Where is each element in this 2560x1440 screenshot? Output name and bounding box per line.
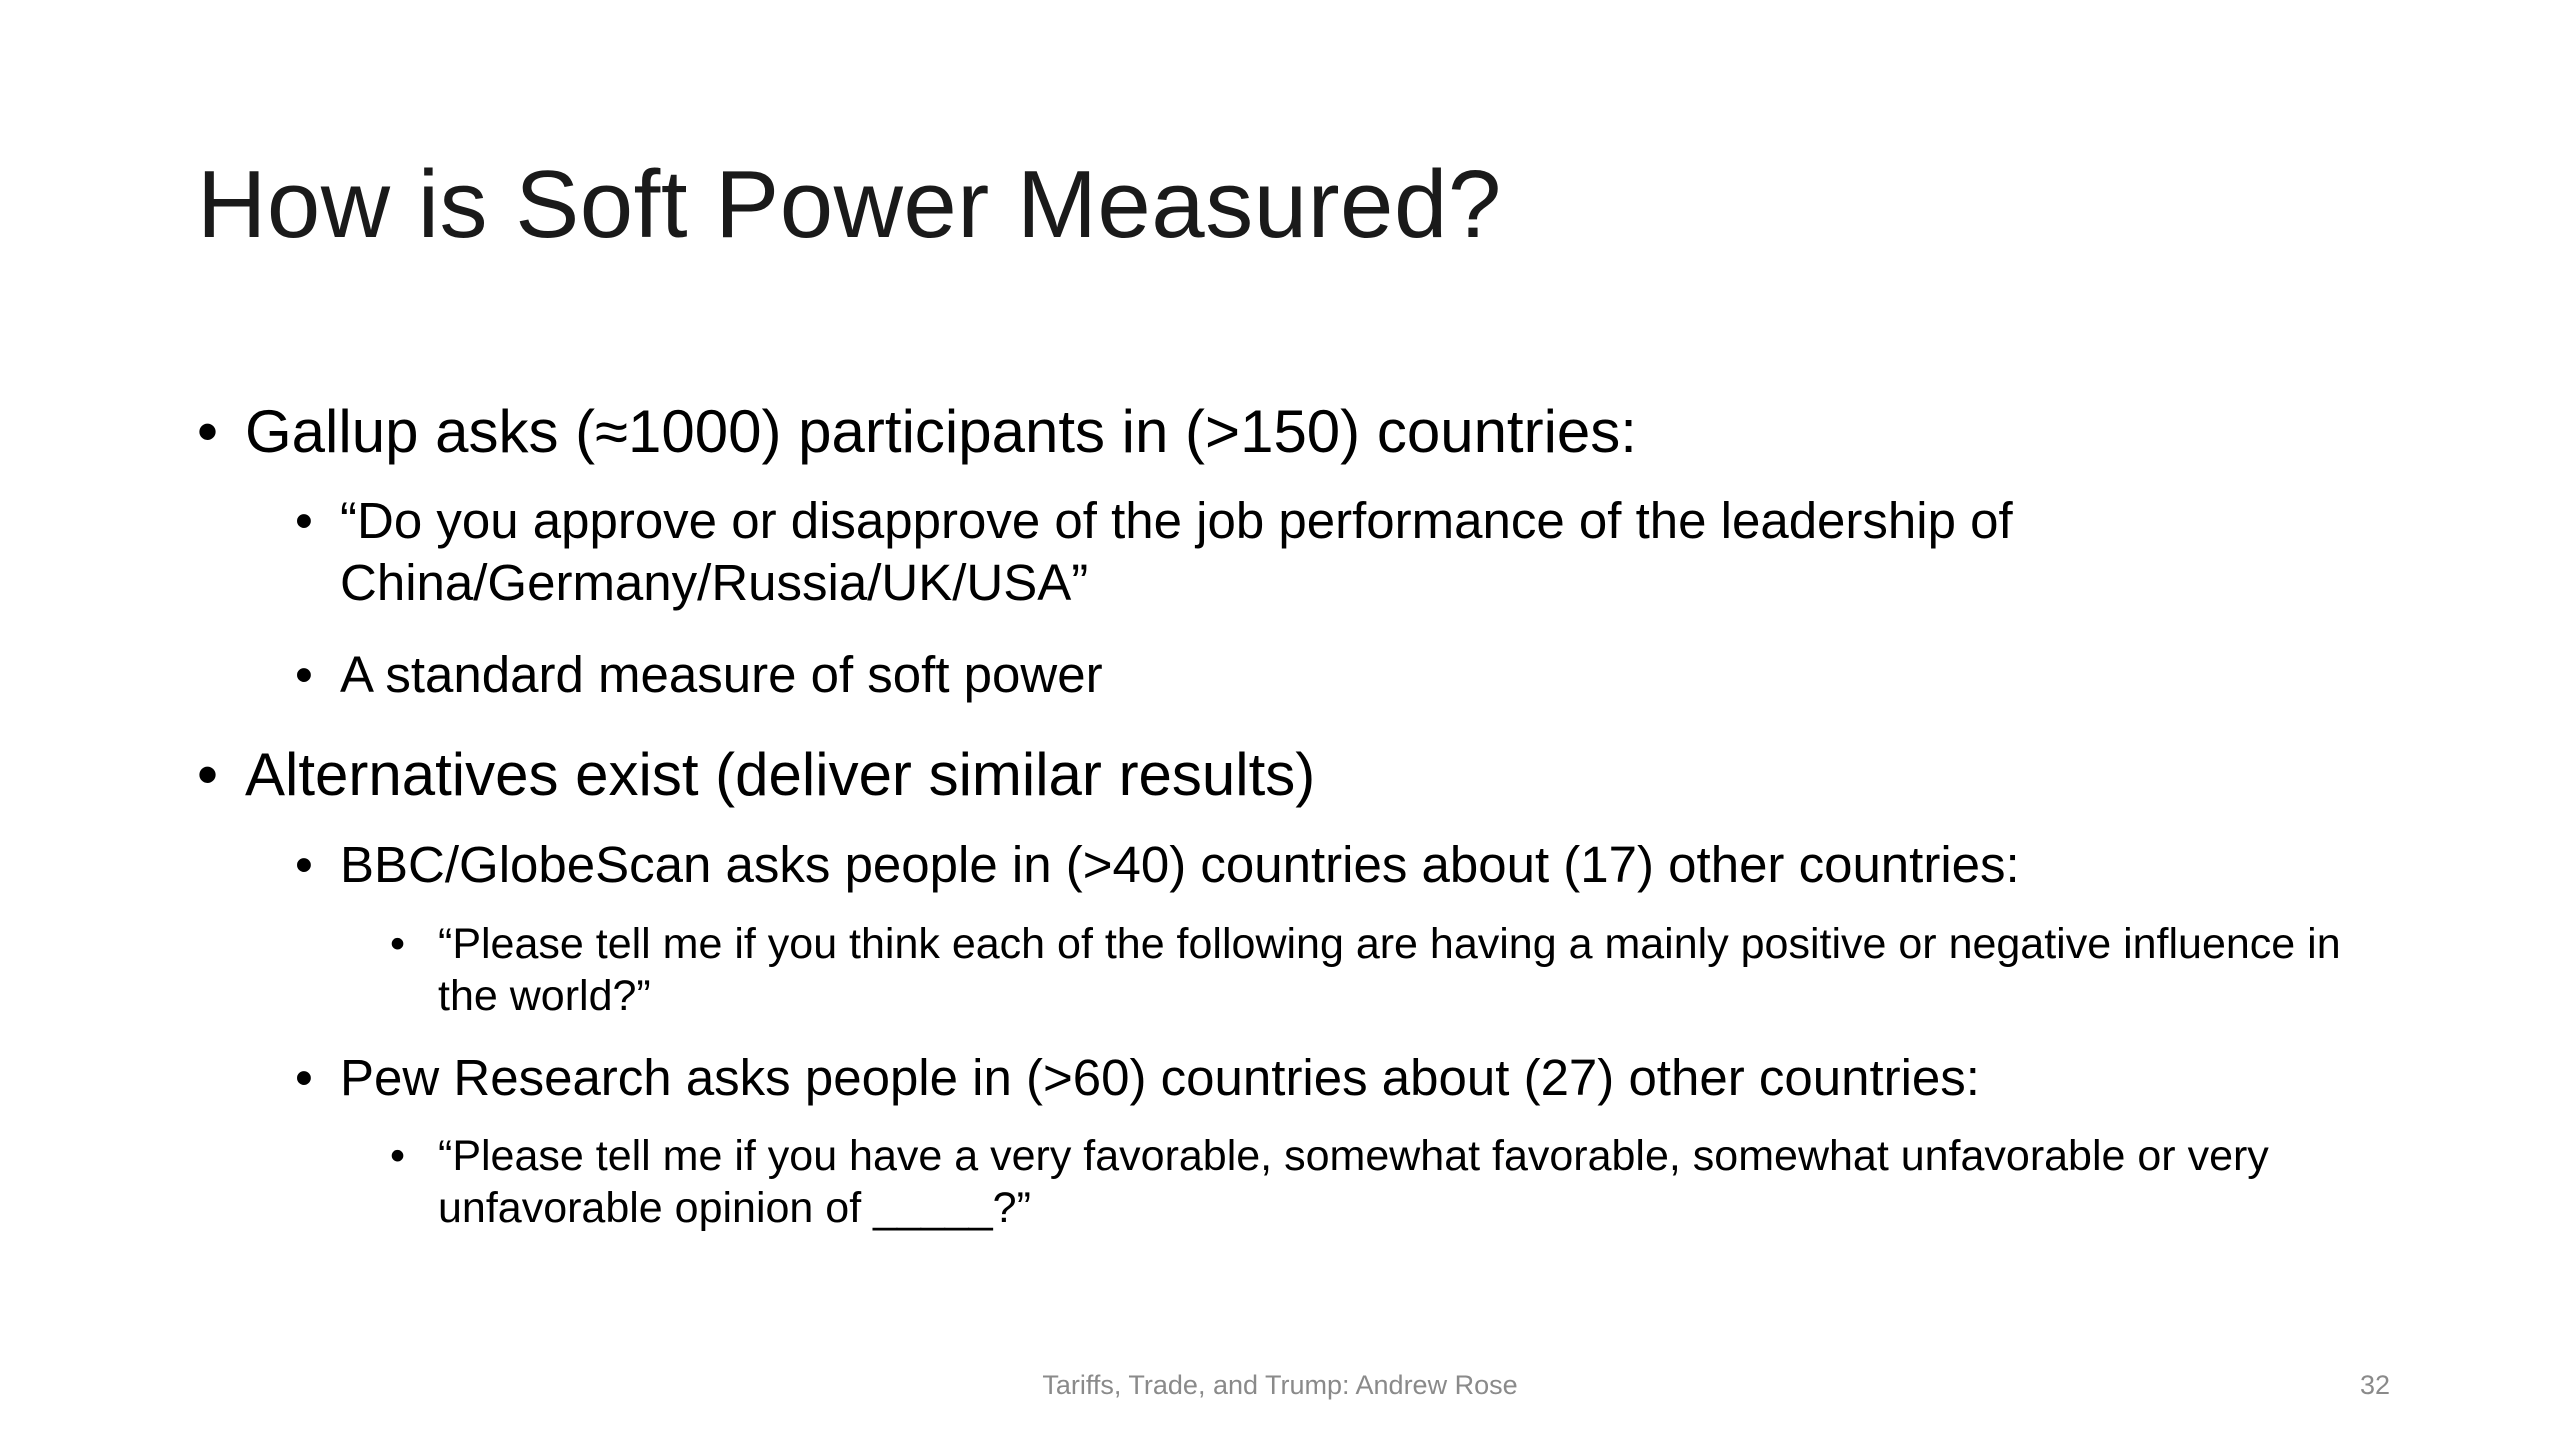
sub-bullet-gallup-question [295, 490, 2395, 614]
sub-bullet-standard-measure [295, 644, 2395, 706]
bullet-icon: • [295, 1049, 313, 1106]
bullet-item-alternatives [197, 738, 2397, 811]
bullet-icon: • [295, 492, 313, 549]
bullet-text: “Do you approve or disapprove of the job performance of the leadership of China/Germany/Russia/UK/USA” [340, 492, 2013, 612]
bullet-text: “Please tell me if you have a very favorable, somewhat favorable, somewhat unfavorable or very unfavorable opinion of _____?” [438, 1132, 2269, 1233]
bullet-text: BBC/GlobeScan asks people in (>40) countries about (17) other countries: [340, 836, 2020, 893]
sub-bullet-pew-research [295, 1047, 2395, 1109]
bullet-item-gallup [197, 395, 2397, 468]
bullet-icon: • [390, 920, 406, 968]
bullet-icon: • [197, 398, 219, 465]
bullet-text: Gallup asks (≈1000) participants in (>150) countries: [245, 398, 1637, 465]
sub-sub-bullet-pew-question [390, 1130, 2410, 1235]
slide-footer: Tariffs, Trade, and Trump: Andrew Rose [1042, 1370, 1518, 1400]
slide-title: How is Soft Power Measured? [197, 151, 1502, 258]
bullet-text: A standard measure of soft power [340, 646, 1103, 703]
bullet-icon: • [295, 646, 313, 703]
bullet-icon: • [390, 1132, 406, 1180]
bullet-text: Pew Research asks people in (>60) countries about (27) other countries: [340, 1049, 1980, 1106]
bullet-text: Alternatives exist (deliver similar results) [245, 741, 1316, 808]
bullet-icon: • [197, 741, 219, 808]
sub-bullet-bbc-globescan [295, 834, 2395, 896]
page-number: 32 [2359, 1370, 2390, 1400]
bullet-icon: • [295, 836, 313, 893]
sub-sub-bullet-bbc-question [390, 918, 2410, 1023]
bullet-text: “Please tell me if you think each of the following are having a mainly positive or negative influence in the world?” [438, 920, 2341, 1021]
